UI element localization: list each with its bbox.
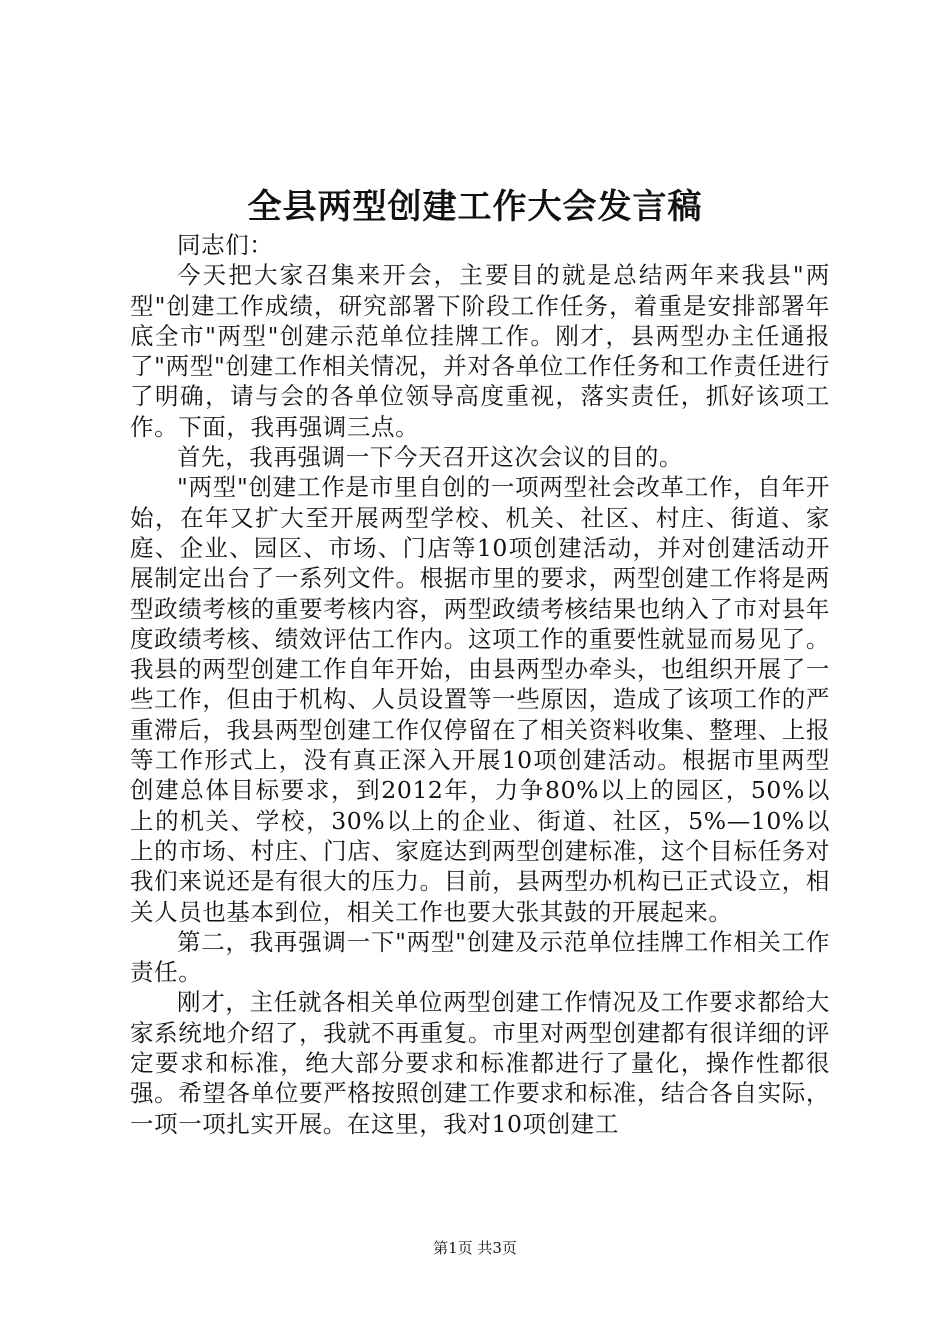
paragraph: 首先，我再强调一下今天召开这次会议的目的。 (177, 443, 684, 472)
document-body (130, 230, 830, 1139)
paragraph: 第二，我再强调一下"两型"创建及示范单位挂牌工作相关工作责任。 (130, 927, 830, 987)
paragraph-salutation: 同志们： (177, 231, 274, 259)
paragraph: 刚才，主任就各相关单位两型创建工作情况及工作要求都给大家系统地介绍了，我就不再重复。市里对两型创建都有很详细的评定要求和标准，绝大部分要求和标准都进行了量化，操作性都很强。希望各单位要严格按照创建工作要求和标准，结合各自实际，一项一项扎实开展。在这里，我对10项创建工 (130, 988, 830, 1138)
document-title: 全县两型创建工作大会发言稿 (247, 187, 703, 227)
paragraph: 今天把大家召集来开会，主要目的就是总结两年来我县"两型"创建工作成绩，研究部署下阶段工作任务，着重是安排部署年底全市"两型"创建示范单位挂牌工作。刚才，县两型办主任通报了"两型"创建工作相关情况，并对各单位工作任务和工作责任进行了明确，请与会的各单位领导高度重视，落实责任，抓好该项工作。下面，我再强调三点。 (130, 261, 830, 441)
paragraph: "两型"创建工作是市里自创的一项两型社会改革工作，自年开始，在年又扩大至开展两型学校、机关、社区、村庄、街道、家庭、企业、园区、市场、门店等10项创建活动，并对创建活动开展制定出台了一系列文件。根据市里的要求，两型创建工作将是两型政绩考核的重要考核内容，两型政绩考核结果也纳入了市对县年度政绩考核、绩效评估工作内。这项工作的重要性就显而易见了。我县的两型创建工作自年开始，由县两型办牵头，也组织开展了一些工作，但由于机构、人员设置等一些原因，造成了该项工作的严重滞后，我县两型创建工作仅停留在了相关资料收集、整理、上报等工作形式上，没有真正深入开展10项创建活动。根据市里两型创建总体目标要求，到2012年，力争80%以上的园区，50%以上的机关、学校，30%以上的企业、街道、社区，5%—10%以上的市场、村庄、门店、家庭达到两型创建标准，这个目标任务对我们来说还是有很大的压力。目前，县两型办机构已正式设立，相关人员也基本到位，相关工作也要大张其鼓的开展起来。 (130, 473, 830, 926)
page-footer: 第1页 共3页 (433, 1239, 517, 1257)
